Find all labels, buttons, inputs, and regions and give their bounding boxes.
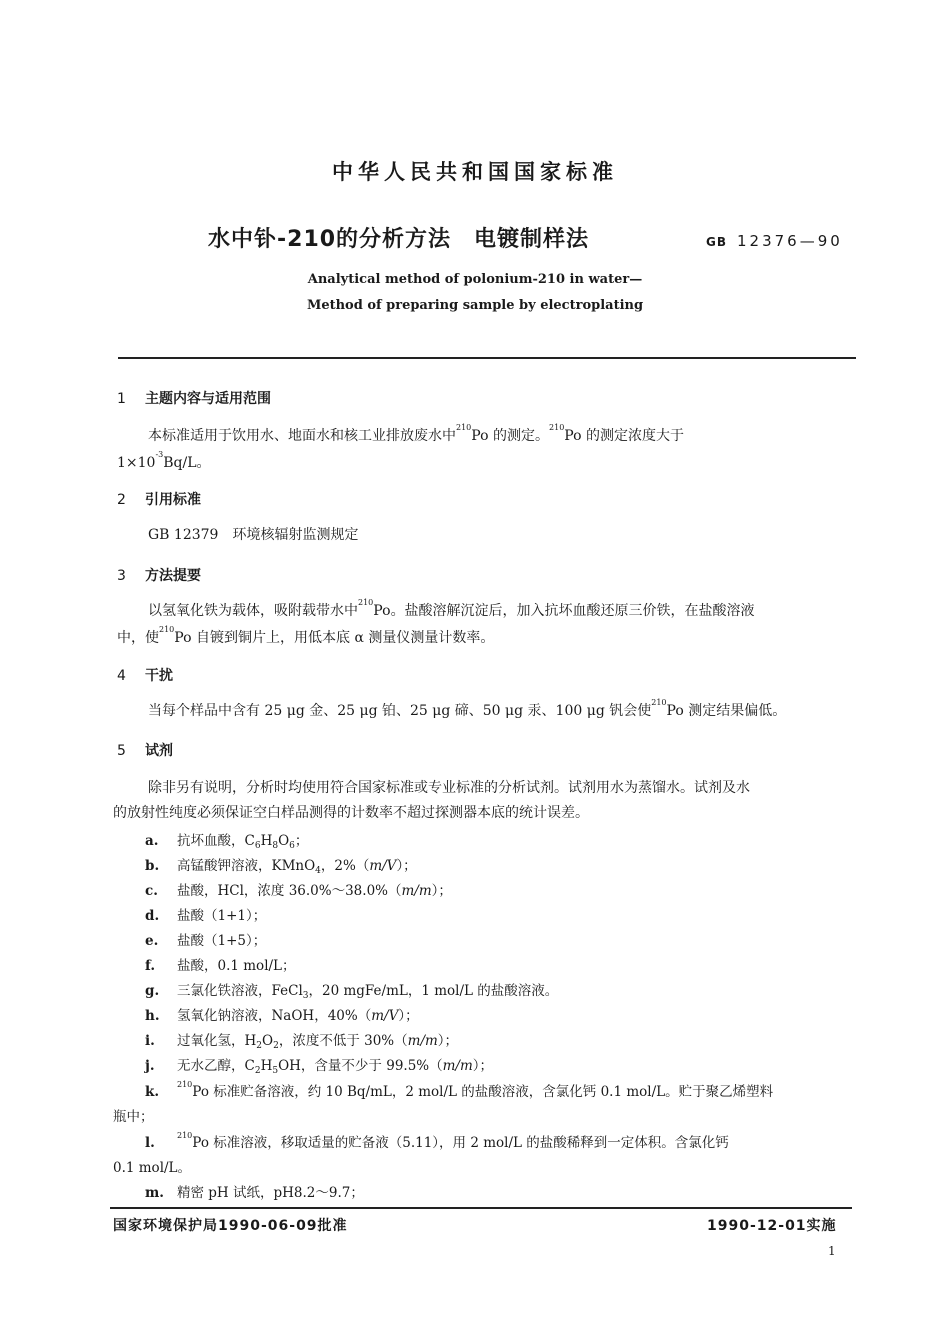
section-title: 试剂: [145, 743, 173, 759]
item-letter: c.: [145, 883, 158, 899]
reagent-item-j: [145, 1054, 493, 1074]
reagent-item-k: [145, 1080, 773, 1100]
chinese-title: 水中钋-210的分析方法 电镀制样法: [208, 227, 590, 252]
section-number: 4: [117, 668, 126, 684]
text-run: Po 标准溶液，移取适量的贮备液（5.11），用 2 mol/L 的盐酸稀释到一定体积。含氯化钙: [192, 1135, 729, 1151]
reagent-item-c: [145, 879, 452, 899]
header-divider: [118, 357, 856, 359]
reagent-item-e: [145, 929, 266, 949]
section-2-reference: GB 12379 环境核辐射监测规定: [148, 527, 359, 543]
text-run: 本标准适用于饮用水、地面水和核工业排放废水中: [148, 428, 456, 444]
section-number: 1: [117, 391, 126, 407]
reagent-item-i: [145, 1029, 458, 1049]
section-5-heading: [117, 740, 173, 760]
section-3-heading: [117, 565, 201, 585]
item-letter: k.: [145, 1084, 160, 1100]
gb-prefix: GB: [706, 235, 727, 249]
reagent-item-f: [145, 954, 296, 974]
footer-divider: [110, 1207, 852, 1209]
text-run: 无水乙醇，C: [177, 1058, 255, 1074]
english-title-line2: Method of preparing sample by electroplating: [306, 298, 644, 313]
section-number: 2: [117, 492, 126, 508]
text-run: 以氢氧化铁为载体，吸附载带水中: [148, 603, 358, 619]
text-run: 盐酸，0.1 mol/L；: [177, 958, 296, 974]
reagent-item-l-continued: 0.1 mol/L。: [113, 1160, 192, 1176]
reagent-item-k-continued: 瓶中；: [113, 1109, 154, 1125]
section-4-heading: [117, 665, 173, 685]
text-run: 氢氧化钠溶液，NaOH，40%（: [177, 1008, 372, 1024]
section-number: 3: [117, 568, 126, 584]
section-title: 干扰: [145, 668, 173, 684]
superscript: 210: [177, 1131, 193, 1140]
superscript: -3: [155, 450, 164, 459]
text-run: Po 标准贮备溶液，约 10 Bq/mL，2 mol/L 的盐酸溶液，含氯化钙 0.1 mol/L。贮于聚乙烯塑料: [192, 1084, 774, 1100]
text-run: 抗坏血酸，C: [177, 833, 255, 849]
reagent-item-l: [145, 1131, 729, 1151]
text-run: Bq/L。: [163, 455, 211, 471]
item-letter: l.: [145, 1135, 155, 1151]
text-run: ；: [294, 833, 309, 849]
text-run: 盐酸（1+1）；: [177, 908, 267, 924]
effective-date: 1990-12-01实施: [707, 1218, 837, 1234]
subscript: 2: [254, 1066, 261, 1076]
superscript: 210: [549, 423, 565, 432]
italic-unit: m/m: [442, 1058, 473, 1074]
section-1-body-line2: [117, 450, 211, 477]
section-5-body-line2: 的放射性纯度必须保证空白样品测得的计数率不超过探测器本底的统计误差。: [113, 805, 589, 821]
text-run: 盐酸，HCl，浓度 36.0%～38.0%（: [177, 883, 402, 899]
item-letter: g.: [145, 983, 160, 999]
section-1-heading: [117, 388, 271, 408]
section-1-body-line1: [148, 423, 858, 450]
superscript: 210: [651, 698, 667, 707]
superscript: 210: [456, 423, 472, 432]
text-run: Po。盐酸溶解沉淀后，加入抗坏血酸还原三价铁，在盐酸溶液: [373, 603, 755, 619]
subscript: 6: [254, 841, 261, 851]
subscript: 6: [289, 841, 295, 851]
gb-code: [706, 232, 843, 250]
section-title: 引用标准: [145, 492, 201, 508]
subscript: 2: [256, 1041, 263, 1051]
text-run: ，浓度不低于 30%（: [278, 1033, 408, 1049]
text-run: OH，含量不少于 99.5%（: [278, 1058, 443, 1074]
text-run: ）；: [437, 1033, 459, 1049]
approval-statement: 国家环境保护局1990-06-09批准: [113, 1218, 348, 1234]
text-run: O: [278, 833, 290, 849]
english-title-line1: Analytical method of polonium-210 in water—: [307, 272, 643, 287]
item-letter: h.: [145, 1008, 160, 1024]
item-letter: a.: [145, 833, 159, 849]
italic-unit: m/m: [401, 883, 432, 899]
italic-unit: m/V: [371, 1008, 399, 1024]
section-5-body-line1: 除非另有说明，分析时均使用符合国家标准或专业标准的分析试剂。试剂用水为蒸馏水。试剂及水: [148, 780, 750, 796]
reagent-item-b: [145, 854, 417, 874]
superscript: 210: [358, 598, 374, 607]
text-run: ）；: [396, 858, 417, 874]
italic-unit: m/V: [369, 858, 397, 874]
text-run: 1×10: [117, 455, 156, 471]
section-title: 主题内容与适用范围: [145, 391, 271, 407]
italic-unit: m/m: [407, 1033, 438, 1049]
section-3-body-line2: [117, 625, 494, 652]
text-run: 高锰酸钾溶液，KMnO: [177, 858, 316, 874]
subscript: 2: [273, 1041, 279, 1051]
item-letter: m.: [145, 1185, 164, 1201]
item-letter: j.: [145, 1058, 155, 1074]
text-run: Po 的测定浓度大于: [564, 428, 685, 444]
section-title: 方法提要: [145, 568, 201, 584]
subscript: 8: [272, 841, 279, 851]
subscript: 5: [272, 1066, 279, 1076]
text-run: 盐酸（1+5）；: [177, 933, 267, 949]
text-run: ）；: [472, 1058, 494, 1074]
reagent-item-m: [145, 1181, 364, 1201]
text-run: 当每个样品中含有 25 μg 金、25 μg 铂、25 μg 碲、50 μg 汞、100 μg 钒会使: [148, 703, 652, 719]
text-run: 中，使: [117, 630, 159, 646]
text-run: ，2%（: [320, 858, 370, 874]
item-letter: b.: [145, 858, 160, 874]
reagent-item-h: [145, 1004, 419, 1024]
text-run: H: [260, 1058, 273, 1074]
text-run: ，20 mgFe/mL，1 mol/L 的盐酸溶液。: [308, 983, 559, 999]
section-number: 5: [117, 743, 126, 759]
reagent-item-a: [145, 829, 308, 849]
text-run: Po 测定结果偏低。: [666, 703, 787, 719]
national-standard-heading: 中华人民共和国国家标准: [332, 160, 618, 184]
text-run: Po 的测定。: [471, 428, 550, 444]
subscript: 4: [315, 866, 321, 876]
reagent-item-g: [145, 979, 558, 999]
superscript: 210: [159, 625, 175, 634]
section-2-heading: [117, 489, 201, 509]
item-letter: f.: [145, 958, 156, 974]
text-run: H: [260, 833, 273, 849]
text-run: ）；: [398, 1008, 419, 1024]
page-number: 1: [828, 1244, 836, 1258]
text-run: Po 自镀到铜片上，用低本底 α 测量仪测量计数率。: [174, 630, 495, 646]
text-run: 精密 pH 试纸，pH8.2～9.7；: [177, 1185, 364, 1201]
reagent-item-d: [145, 904, 266, 924]
text-run: ）；: [431, 883, 452, 899]
superscript: 210: [177, 1080, 193, 1089]
text-run: 过氧化氢，H: [177, 1033, 257, 1049]
section-3-body-line1: [148, 598, 858, 625]
subscript: 3: [302, 991, 309, 1001]
text-run: O: [262, 1033, 274, 1049]
item-letter: i.: [145, 1033, 155, 1049]
item-letter: e.: [145, 933, 159, 949]
item-letter: d.: [145, 908, 160, 924]
gb-number: 12376—90: [737, 232, 843, 250]
text-run: 三氯化铁溶液，FeCl: [177, 983, 303, 999]
section-4-body: [148, 698, 786, 725]
